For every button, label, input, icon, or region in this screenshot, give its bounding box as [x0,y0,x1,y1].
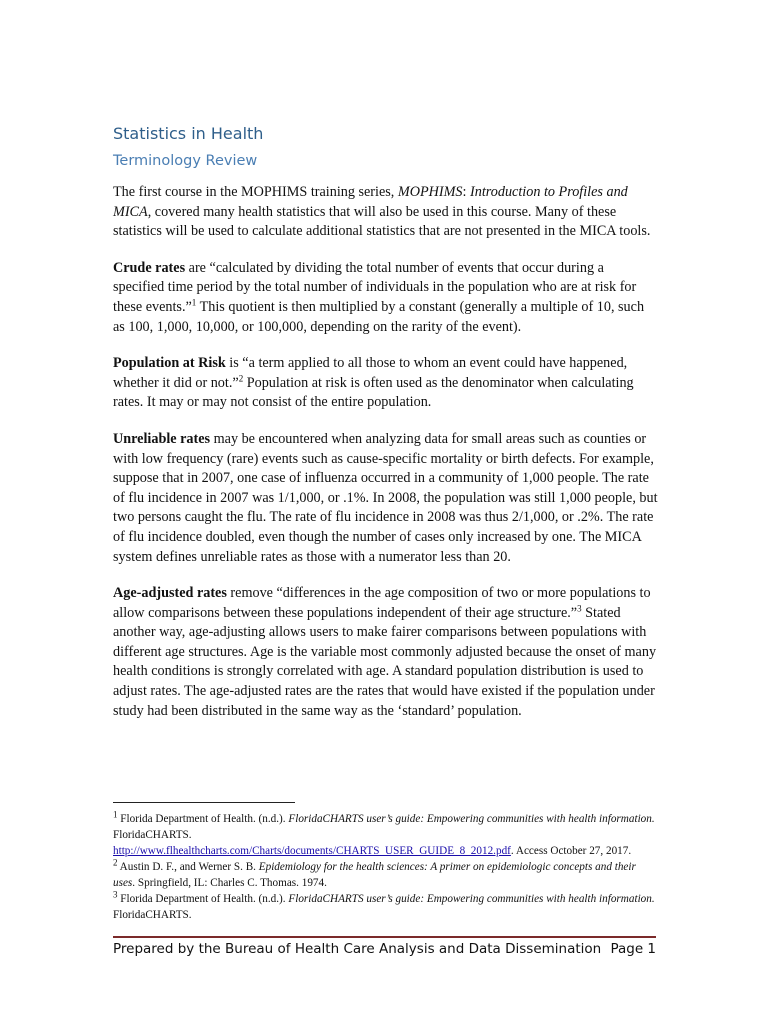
population-at-risk-term: Population at Risk [113,355,226,372]
footnote-text: Florida Department of Health. (n.d.). [117,893,289,905]
footnote-title: FloridaCHARTS user’s guide: Empowering communities with health information. [288,813,655,825]
crude-rates-term: Crude rates [113,259,186,276]
course-subtitle: Introduction to Profiles and MICA [113,184,628,220]
footnotes [113,811,658,923]
footnote-1 [113,811,658,859]
crude-rates-definition: are “calculated by dividing the total number of events that occur during a specified time period by the total number of individuals in the population who are at risk for these events.” [113,259,637,315]
age-adjusted-rates-definition: remove “differences in the age composition of two or more populations to allow comparisons between these populations independent of their age structure.” [113,585,651,621]
intro-paragraph [113,183,658,242]
crude-rates-explanation: This quotient is then multiplied by a constant (generally a multiple of 10, such as 100, 1,000, 10,000, or 100,000, depending on the rarity of the event). [113,298,645,335]
footnote-text: Florida Department of Health. (n.d.). [117,813,289,825]
footnote-ref-1[interactable]: 1 [191,297,197,308]
footnote-text: FloridaCHARTS. [113,829,192,841]
age-adjusted-rates-explanation: Stated another way, age-adjusting allows users to make fairer comparisons between populations with different age structures. Age is the variable most commonly adjusted because the onset of many health conditions is strongly correlated with age. A standard population distribution is used to adjust rates. The age-adjusted rates are the rates that would have existed if the population under study had been distributed in the same way as the ‘standard’ population. [113,604,657,719]
section-heading: Terminology Review [113,153,258,169]
footnote-3 [113,891,658,923]
unreliable-rates-definition: may be encountered when analyzing data for small areas such as counties or with low frequency (rare) events such as cause-specific mortality or birth defects. For example, suppose that in 2007, one case of influenza occurred in a community of 1,000 people. The rate of flu incidence in 2007 was 1/1,000, or .1%. In 2008, the population was still 1,000 people, but two persons caught the flu. The rate of flu incidence in 2008 was thus 2/1,000, or .2%. The rate of flu incidence doubled, even though the number of cases only increased by one. The MICA system defines unreliable rates as those with a numerator less than 20. [113,430,658,565]
footnote-divider [113,802,295,803]
footnote-text: . Access October 27, 2017. [510,845,632,857]
footnote-text: FloridaCHARTS. [113,909,192,921]
footer-divider [113,936,656,938]
footnote-text: . Springfield, IL: Charles C. Thomas. 1974. [132,877,327,889]
intro-text: The first course in the MOPHIMS training series, [113,184,398,200]
population-at-risk-paragraph [113,354,658,413]
footnote-number: 3 [113,889,118,900]
footnote-title: FloridaCHARTS user’s guide: Empowering communities with health information. [288,893,655,905]
footnote-link[interactable]: http://www.flhealthcharts.com/Charts/documents/CHARTS_USER_GUIDE_8_2012.pdf [113,845,511,857]
age-adjusted-rates-term: Age-adjusted rates [113,585,227,602]
intro-text-rest: , covered many health statistics that will also be used in this course. Many of these statistics will be used to calculate additional statistics that are not presented in the MICA tools. [113,203,651,240]
population-at-risk-definition: is “a term applied to all those to whom an event could have happened, whether it did or not.” [113,355,628,391]
page-footer [113,941,656,957]
unreliable-rates-term: Unreliable rates [113,430,211,447]
crude-rates-paragraph [113,259,658,337]
footnote-number: 2 [113,857,118,868]
footnote-title: Epidemiology for the health sciences: A primer on epidemiologic concepts and their uses [113,861,636,889]
footnote-text: Austin D. F., and Werner S. B. [117,861,259,873]
page-title: Statistics in Health [113,124,264,143]
intro-text-sep: : [462,184,471,200]
page-content [113,124,658,738]
page-number: Page 1 [610,941,656,957]
footnote-number: 1 [113,809,118,820]
footnote-ref-2[interactable]: 2 [238,373,244,384]
footnote-ref-3[interactable]: 3 [577,602,582,613]
footer-credit: Prepared by the Bureau of Health Care Analysis and Data Dissemination [113,941,602,957]
age-adjusted-rates-paragraph [113,584,658,721]
population-at-risk-explanation: Population at risk is often used as the denominator when calculating rates. It may or may not consist of the entire population. [113,374,634,411]
course-title: MOPHIMS [397,184,463,200]
footnote-2 [113,859,658,891]
unreliable-rates-paragraph [113,430,658,567]
